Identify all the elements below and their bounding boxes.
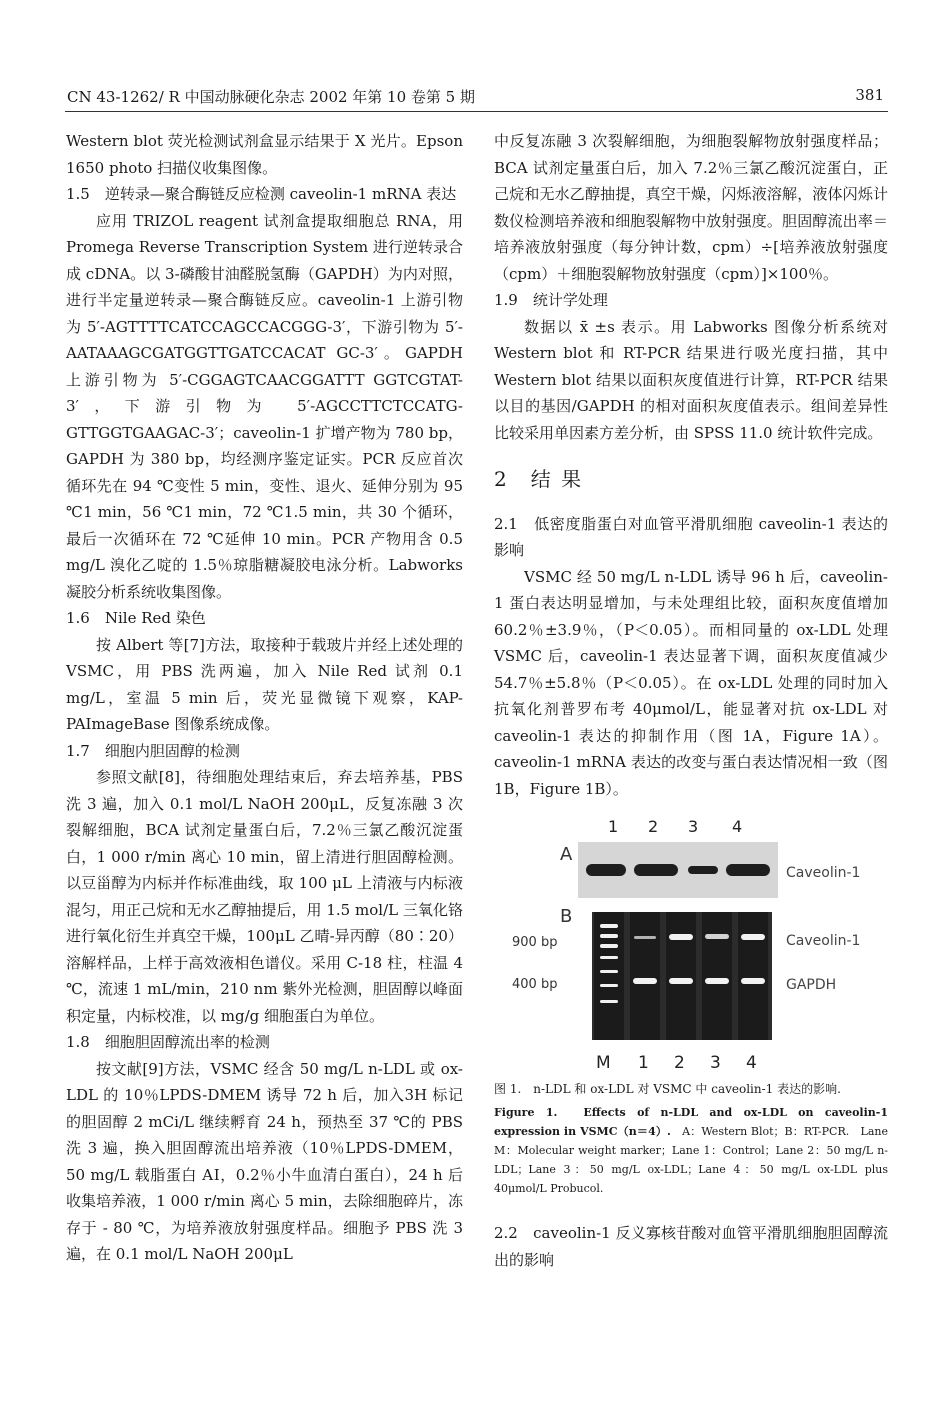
gapdh-band-lane-3 — [705, 978, 729, 984]
western-blot-panel — [578, 842, 778, 898]
section-2-1-body: VSMC 经 50 mg/L n-LDL 诱导 96 h 后，caveolin-1 蛋白表达明显增加，与未处理组比较，面积灰度值增加 60.2％±3.9％，（P＜0.05）。而相同量的 ox-LDL 处理 VSMC 后，caveolin-1 表达显著下调，面积灰度值减少 54.7％±5.8％（P＜0.05）。在 ox-LDL 处理的同时加入抗氧化剂普罗布考 40μmol/L，能显著对抗 ox-LDL 对 caveolin-1 表达的抑制作用（图 1A，Figure 1A）。caveolin-1 mRNA 表达的改变与蛋白表达情况相一致（图 1B，Figure 1B）。 — [494, 567, 888, 798]
rt-pcr-gel-panel — [592, 912, 772, 1040]
lane-label-bottom: M — [596, 1053, 611, 1073]
section-1-7-body: 参照文献[8]，待细胞处理结束后，弃去培养基，PBS 洗 3 遍，加入 0.1 mol/L NaOH 200μL，反复冻融 3 次裂解细胞，BCA 试剂定量蛋白后，7.2％三氯乙酸沉淀蛋白，1 000 r/min 离心 10 min，留上清进行胆固醇检测。以豆甾醇为内标并作标准曲线，取 100 μL 上清液与内标液混匀，用正己烷和无水乙醇抽提后，用 1.5 mol/L 三氧化铬进行氧化衍生并真空干燥，100μL 乙晴-异丙醇（80∶20）溶解样品，上样于高效液相色谱仪。采用 C-18 柱，柱温 4 ℃，流速 1 mL/min，210 nm 紫外光检测，胆固醇以峰面积定量，内标校准，以 mg/g 细胞蛋白为单位。 — [66, 768, 463, 1025]
lane-label-bottom: 3 — [710, 1053, 721, 1073]
section-1-6-body: 按 Albert 等[7]方法，取接种于载玻片并经上述处理的 VSMC，用 PBS 洗两遍，加入 Nile Red 试剂 0.1 mg/L，室温 5 min 后，荧光显微镜下观察，KAP-PAImageBase 图像系统成像。 — [66, 635, 463, 733]
gapdh-band-lane-1 — [633, 978, 657, 984]
marker-band — [600, 984, 618, 987]
section-1-5-title: 1.5 逆转录—聚合酶链反应检测 caveolin-1 mRNA 表达 — [66, 185, 457, 203]
gapdh-band-lane-4 — [741, 978, 765, 984]
section-1-9-title: 1.9 统计学处理 — [494, 291, 608, 309]
lane-number-top: 2 — [648, 817, 659, 836]
page-number: 381 — [855, 86, 884, 104]
gel-lane-1 — [630, 912, 660, 1040]
caption-chinese: 图 1. n-LDL 和 ox-LDL 对 VSMC 中 caveolin-1 表达的影响. — [494, 1082, 841, 1096]
lane-label-bottom: 2 — [674, 1053, 685, 1073]
lane-number-top: 4 — [732, 817, 743, 836]
caption-english-body: A：Western Blot；B：RT-PCR. Lane M：Molecular weight marker；Lane 1：Control；Lane 2：50 mg/L n-LDL；Lane 3：50 mg/L ox-LDL；Lane 4：50 mg/L ox-LDL plus 40μmol/L Probucol. — [494, 1125, 888, 1195]
panel-b-label: B — [560, 906, 573, 927]
gapdh-label: GAPDH — [786, 977, 837, 993]
lane-label-bottom: 1 — [638, 1053, 649, 1073]
marker-400-label: 400 bp — [512, 977, 558, 992]
journal-info: CN 43-1262/ R 中国动脉硬化杂志 2002 年第 10 卷第 5 期 — [67, 88, 475, 106]
caveolin-band-lane-3 — [705, 934, 729, 939]
western-band-lane-4 — [726, 864, 770, 876]
section-1-9-body: 数据以 x̄ ±s 表示。用 Labworks 图像分析系统对 Western blot 和 RT-PCR 结果进行吸光度扫描，其中 Western blot 结果以面积灰度值进行计算，RT-PCR 结果以目的基因/GAPDH 的相对面积灰度值表示。组间差异性比较采用单因素方差分析，由 SPSS 11.0 统计软件完成。 — [494, 317, 888, 442]
lane-label-bottom: 4 — [746, 1053, 757, 1073]
marker-band — [600, 934, 618, 938]
gel-lane-4 — [738, 912, 768, 1040]
section-1-5-body: 应用 TRIZOL reagent 试剂盒提取细胞总 RNA，用 Promega Reverse Transcription System 进行逆转录合成 cDNA。以 3-磷酸甘油醛脱氢酶（GAPDH）为内对照，进行半定量逆转录—聚合酶链反应。caveolin-1 上游引物为 5′-AGTTTTCATCCAGCCACGGG-3′，下游引物为 5′-AATAAAGCGATGGTTGATCCACAT GC-3′。GAPDH 上游引物为 5′-CGGAGTCAACGGATTT GGTCGTAT-3′，下游引物为 5′-AGCCTTCTCCATG-GTTGGTGAAGAC-3′；caveolin-1 扩增产物为 780 bp，GAPDH 为 380 bp，均经测序鉴定证实。PCR 反应首次循环先在 94 ℃变性 5 min，变性、退火、延伸分别为 95 ℃1 min，56 ℃1 min，72 ℃1.5 min，共 30 个循环，最后一次循环在 72 ℃延伸 10 min。PCR 产物用含 0.5 mg/L 溴化乙啶的 1.5％琼脂糖凝胶电泳分析。Labworks 凝胶分析系统收集图像。 — [66, 211, 463, 601]
figure-1 — [494, 812, 888, 1072]
caption-english — [494, 1106, 888, 1195]
section-1-7-title: 1.7 细胞内胆固醇的检测 — [66, 741, 240, 760]
section-2-2-title: 2.2 caveolin-1 反义寡核苷酸对血管平滑肌细胞胆固醇流出的影响 — [494, 1224, 888, 1269]
marker-band — [600, 956, 618, 959]
caveolin-band-lane-4 — [741, 934, 765, 940]
gel-lane-2 — [666, 912, 696, 1040]
caveolin-label-b: Caveolin-1 — [786, 933, 861, 949]
marker-band — [600, 944, 618, 948]
caption-english-title: Figure 1. Effects of n-LDL and ox-LDL on caveolin-1 expression in VSMC（n＝4）. — [494, 1106, 888, 1138]
marker-band — [600, 970, 618, 973]
western-band-lane-1 — [586, 864, 626, 876]
panel-a-label: A — [560, 844, 573, 865]
right-column — [494, 128, 888, 1273]
caveolin-label-a: Caveolin-1 — [786, 865, 861, 881]
paragraph-western-blot: Western blot 荧光检测试剂盒显示结果于 X 光片。Epson 1650 photo 扫描仪收集图像。 — [66, 132, 463, 177]
marker-900-label: 900 bp — [512, 935, 558, 950]
figure-1-image — [512, 812, 884, 1073]
left-column — [66, 128, 463, 1268]
section-1-6-title: 1.6 Nile Red 染色 — [66, 609, 206, 627]
western-band-lane-3 — [688, 866, 718, 874]
caveolin-band-lane-2 — [669, 934, 693, 940]
caveolin-band-lane-1 — [634, 936, 656, 939]
figure-1-caption — [494, 1080, 888, 1198]
lane-number-top: 3 — [688, 817, 699, 836]
running-header — [65, 84, 888, 112]
section-1-8-title: 1.8 细胞胆固醇流出率的检测 — [66, 1033, 270, 1051]
gel-lane-3 — [702, 912, 732, 1040]
paragraph-efflux-continued: 中反复冻融 3 次裂解细胞，为细胞裂解物放射强度样品；BCA 试剂定量蛋白后，加入 7.2％三氯乙酸沉淀蛋白，正己烷和无水乙醇抽提，真空干燥，闪烁液溶解，液体闪烁计数仪检测培养液和细胞裂解物中放射强度。胆固醇流出率＝培养液放射强度（每分钟计数，cpm）÷[培养液放射强度（cpm）＋细胞裂解物放射强度（cpm）]×100％。 — [494, 132, 888, 283]
section-2-title: 2 结 果 — [494, 467, 584, 491]
western-band-lane-2 — [634, 864, 678, 876]
gel-lane-marker — [594, 912, 624, 1040]
marker-band — [600, 1000, 618, 1003]
lane-number-top: 1 — [608, 817, 619, 836]
marker-band — [600, 924, 618, 928]
gapdh-band-lane-2 — [669, 978, 693, 984]
section-2-1-title: 2.1 低密度脂蛋白对血管平滑肌细胞 caveolin-1 表达的影响 — [494, 514, 888, 559]
section-1-8-body: 按文献[9]方法，VSMC 经含 50 mg/L n-LDL 或 ox-LDL 的 10％LPDS-DMEM 诱导 72 h 后，加入3H 标记的胆固醇 2 mCi/L 继续孵育 24 h，预热至 37 ℃的 PBS 洗 3 遍，换入胆固醇流出培养液（10％LPDS-DMEM，50 mg/L 载脂蛋白 AⅠ，0.2％小牛血清白蛋白），24 h 后收集培养液，1 000 r/min 离心 5 min，去除细胞碎片，冻存于 - 80 ℃，为培养液放射强度样品。细胞予 PBS 洗 3 遍，在 0.1 mol/L NaOH 200μL — [66, 1059, 463, 1263]
